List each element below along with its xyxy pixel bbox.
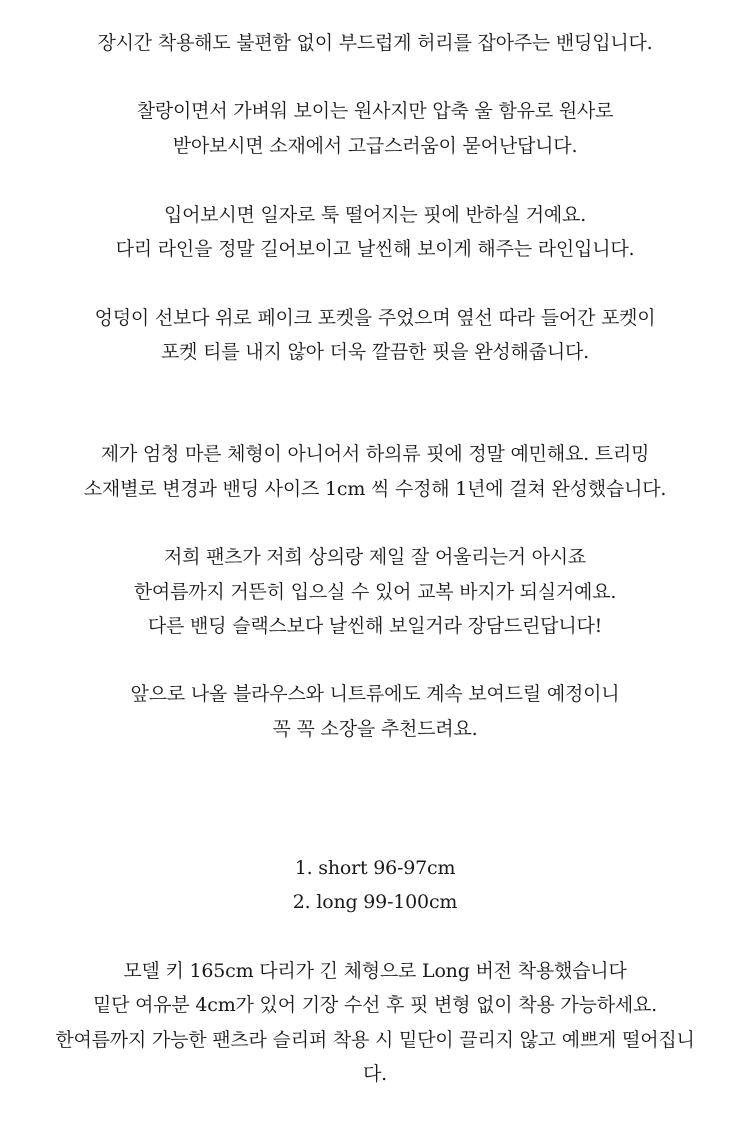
text-line: 한여름까지 가능한 팬츠라 슬리퍼 착용 시 밑단이 끌리지 않고 예쁘게 떨어집니	[55, 1029, 695, 1051]
text-line: 포켓 티를 내지 않아 더욱 깔끔한 핏을 완성해줍니다.	[161, 341, 589, 363]
text-line: 소재별로 변경과 밴딩 사이즈 1cm 씩 수정해 1년에 걸쳐 완성했습니다.	[83, 478, 667, 500]
text-line: 저희 팬츠가 저희 상의랑 제일 잘 어울리는거 아시죠	[163, 546, 587, 568]
text-line: 입어보시면 일자로 툭 떨어지는 핏에 반하실 거예요.	[163, 204, 587, 226]
text-line: 한여름까지 거뜬히 입으실 수 있어 교복 바지가 되실거예요.	[133, 581, 617, 603]
text-line: 받아보시면 소재에서 고급스러움이 묻어난답니다.	[172, 135, 578, 157]
size-option-short: 1. short 96-97cm	[294, 857, 456, 879]
size-option-long: 2. long 99-100cm	[292, 891, 458, 913]
text-line: 모델 키 165cm 다리가 긴 체형으로 Long 버전 착용했습니다	[123, 960, 627, 982]
text-line: 앞으로 나올 블라우스와 니트류에도 계속 보여드릴 예정이니	[130, 683, 620, 705]
text-line: 다른 밴딩 슬랙스보다 날씬해 보일거라 장담드린답니다!	[147, 615, 603, 637]
text-line: 장시간 착용해도 불편함 없이 부드럽게 허리를 잡아주는 밴딩입니다.	[97, 32, 653, 54]
text-line: 찰랑이면서 가벼워 보이는 원사지만 압축 울 함유로 원사로	[136, 100, 614, 122]
text-line: 엉덩이 선보다 위로 페이크 포켓을 주었으며 옆선 따라 들어간 포켓이	[94, 307, 656, 329]
text-line: 꼭 꼭 소장을 추천드려요.	[272, 718, 478, 740]
text-line: 다.	[363, 1063, 387, 1085]
text-line: 제가 엄청 마른 체형이 아니어서 하의류 핏에 정말 예민해요. 트리밍	[100, 443, 650, 465]
text-line: 다리 라인을 정말 길어보이고 날씬해 보이게 해주는 라인입니다.	[115, 238, 635, 260]
text-line: 밑단 여유분 4cm가 있어 기장 수선 후 핏 변형 없이 착용 가능하세요.	[92, 994, 658, 1016]
